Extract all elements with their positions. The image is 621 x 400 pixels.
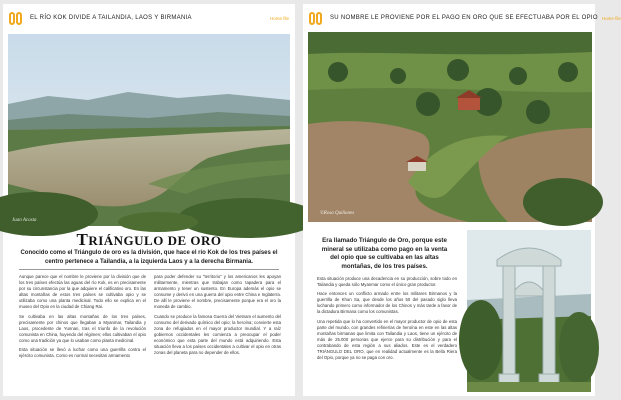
- paragraph: Una repetida que lo ha convertido en el mayor productor de opio de esta parte del mundo, con grandes refinerías de heroína en este en las altas montañas birmanas que limita con Tailandia y Laos, tiene un ejército de más de 25.000 personas que ejerce para su distribución y para el contrabando de esta región a sus aliados. Este es el verdadero TRIÁNGULO DEL ORO, que en realidad actualmente es la Bella Riera del Opio, porque ya no se paga con oro.: [317, 318, 457, 361]
- photo-credit: Juan Acosta: [12, 218, 37, 223]
- header-title: SU NOMBRE LE PROVIENE POR EL PAGO EN ORO QUE SE EFECTUABA POR EL OPIO: [330, 15, 598, 21]
- article-body: [317, 276, 457, 364]
- river-landscape-photo: [8, 34, 290, 226]
- photo-credit: ©Rosa Quiñones: [320, 211, 355, 216]
- paragraph: Hace entonces un conflicto armado entre los militares Birmanos y la guerrilla de Khun Sa, que desde los años 50 del pasado siglo lleva luchando primero como informador de los Chinos y más tarde a favor de la dictadura Birmana como los comunistas.: [317, 291, 457, 315]
- body-column-1: [19, 274, 146, 362]
- right-page: [303, 4, 621, 396]
- paragraph: Aunque parece que el nombre le proviene por la división que de los tres países efectúa las aguas del río Kok, es en precisamente por su circunstancia por la que adquiere el calificativo oro. En las altas montañas de estos tres países se cultivaba opio y se utilizaba como una planta medicinal. Todo ello se explica en el museo del Opio en la ciudad de Chiang Rai.: [19, 274, 146, 310]
- river-village-photo: [308, 32, 592, 222]
- magazine-logo: [309, 12, 322, 25]
- left-page: [3, 4, 295, 396]
- article-body: [19, 274, 281, 362]
- body-column-2: [154, 274, 281, 362]
- header-meta: Home file: [269, 15, 289, 21]
- paragraph: para poder defender su "territorio" y los americanos les apoyan militarmente, mientras que trabajan como tapadera para el armamento y tener un sustento. En Europa además el opio se consume y derivó en una guerra del opio entre China e Inglaterra. De allí le proviene el nombre, precisamente porque era el oro la moneda de cambio.: [154, 274, 281, 310]
- magazine-logo: [9, 12, 22, 25]
- paragraph: Se cultivaba en las altas montañas de los tres países, precisamente por chinos que llegaban a Myanmar, Tailandia y Laos, procedente de Yunnan, tras el triunfo de la revolución comunista en China, huyendo del régimen; ellos cultivaban el opio como una tradición ya que lo usaban como planta medicinal.: [19, 313, 146, 343]
- paragraph: Esta situación produce una decadencia en su producción, sobre todo en Tailandia y queda sólo Myanmar como el único gran productor.: [317, 276, 457, 288]
- article-subtitle: Conocido como el Triángulo de oro es la división, que hace el río Kok de los tres países el centro pertenece a Tailandia, a la izquierda Laos y a la derecha Birmania.: [20, 250, 278, 265]
- paragraph: Cuando se produce la famosa Guerra del Vietnam el aumento del consumo del derivado químico del opio; la heroína; convierte esta zona de refugiados en el mayor productor mundial. Y a raíz gobiernos occidentales les comienza a preocupar el poder económico que esta parte del mundo está adquiriendo. Esta situación lleva a los países occidentales a cultivar el opio en otras zonas del planeta para no depender de ellos.: [154, 313, 281, 356]
- temple-gate-photo: [467, 230, 591, 392]
- pull-quote: Era llamado Triángulo de Oro, porque este mineral se utilizaba como pago en la venta del opio que se cultivaba en las altas montañas, de los tres países.: [321, 237, 448, 270]
- article-title: TRIÁNGULO DE ORO: [76, 230, 222, 249]
- header-meta: Home file: [601, 15, 621, 21]
- header-title: EL RÍO KOK DIVIDE A TAILANDIA, LAOS Y BIRMANIA: [30, 15, 192, 21]
- paragraph: Esta situación se llevó a luchar como una guerrilla contra el ejército comunista. Como es normal necesitan armamento: [19, 347, 146, 359]
- page-header: [309, 10, 621, 26]
- page-header: [9, 10, 289, 26]
- divider: [19, 269, 279, 270]
